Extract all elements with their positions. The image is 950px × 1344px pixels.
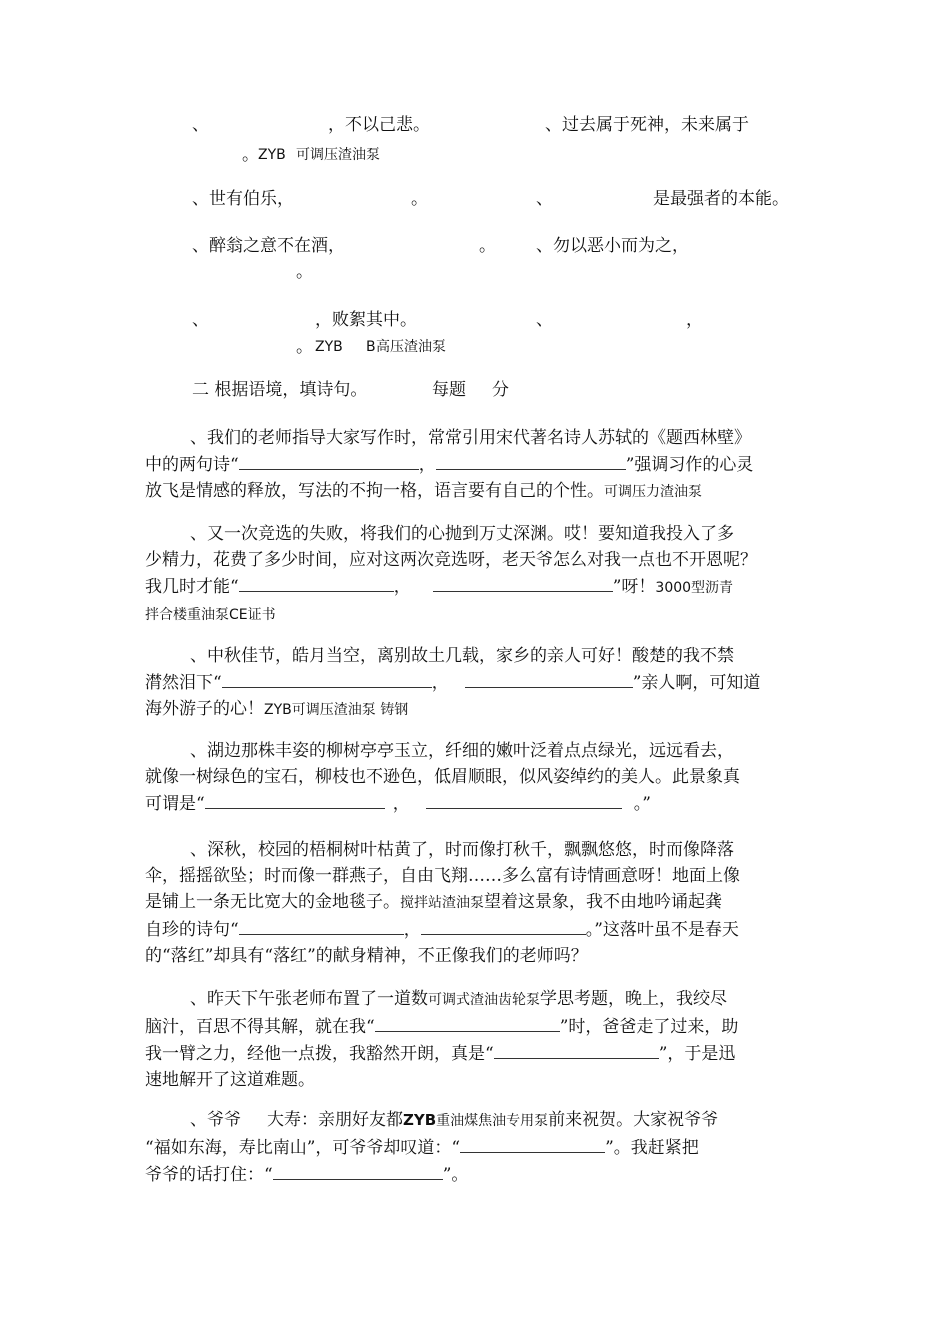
q5-text: 自珍的诗句“ bbox=[145, 920, 239, 940]
q3-text: ”亲人啊，可知道 bbox=[632, 673, 761, 693]
q4-text: 。” bbox=[633, 794, 651, 814]
ad-text: 证书 bbox=[247, 607, 276, 623]
ad-text-code: ZYB bbox=[258, 147, 286, 163]
q-line-3c: 、 bbox=[536, 189, 553, 209]
ad-text-code: ZYB bbox=[403, 1111, 437, 1129]
q1-text: 、我们的老师指导大家写作时，常常引用宋代著名诗人苏轼的《题西林壁》 bbox=[190, 428, 751, 448]
q-line-1c: 、过去属于死神，未来属于 bbox=[545, 115, 749, 135]
ad-text: 型沥青 bbox=[691, 580, 734, 596]
ad-text-code: B bbox=[366, 339, 376, 355]
q6-text: 学思考题，晚上，我绞尽 bbox=[540, 989, 727, 1009]
blank-line[interactable] bbox=[494, 1040, 659, 1059]
q1-text: 中的两句诗“ bbox=[145, 455, 239, 475]
q2-text: ， bbox=[393, 577, 411, 597]
section-heading-unit: 分 bbox=[492, 380, 509, 400]
q-line-2a: 。 bbox=[242, 145, 259, 165]
q2-text: 我几时才能“ bbox=[145, 577, 239, 597]
q-line-3b: 。 bbox=[411, 189, 428, 209]
q4-text: 可谓是“ bbox=[145, 794, 205, 814]
q6-text: 脑汁，百思不得其解，就在我“ bbox=[145, 1017, 375, 1037]
q6-text: ”时，爸爸走了过来，助 bbox=[559, 1017, 739, 1037]
question-5 bbox=[145, 837, 810, 969]
q4-text: ， bbox=[392, 794, 410, 814]
q1-text: ”强调习作的心灵 bbox=[625, 455, 754, 475]
q5-text: 伞，摇摇欲坠；时而像一群燕子，自由飞翔……多么富有诗情画意呀！地面上像 bbox=[145, 866, 740, 886]
q5-text: 。”这落叶虽不是春天 bbox=[585, 920, 739, 940]
q3-text: 海外游子的心！ bbox=[145, 699, 264, 719]
q-line-7a: 。 bbox=[296, 337, 313, 357]
q4-text: 、湖边那株丰姿的柳树亭亭玉立，纤细的嫩叶泛着点点绿光，远远看去， bbox=[190, 741, 734, 761]
ad-text: 可调式渣油齿轮泵 bbox=[428, 992, 540, 1008]
q3-text: ， bbox=[431, 673, 449, 693]
q7-text: “福如东海，寿比南山”，可爷爷却叹道：“ bbox=[145, 1138, 461, 1158]
ad-text-code: 3000 bbox=[655, 580, 692, 596]
q3-text: 潸然泪下“ bbox=[145, 673, 222, 693]
ad-text: 可调压渣油泵 铸钢 bbox=[291, 702, 409, 718]
blank-line[interactable] bbox=[433, 573, 613, 592]
blank-line[interactable] bbox=[222, 669, 432, 688]
q7-text: 前来祝贺。大家祝爷爷 bbox=[548, 1110, 719, 1130]
blank-line[interactable] bbox=[460, 1134, 605, 1153]
q6-text: 速地解开了这道难题。 bbox=[145, 1070, 315, 1090]
blank-line[interactable] bbox=[375, 1013, 560, 1032]
ad-text-code: ZYB bbox=[315, 339, 343, 355]
question-1 bbox=[145, 425, 810, 505]
q1-text: ， bbox=[418, 455, 436, 475]
q6-text: ”，于是迅 bbox=[658, 1044, 736, 1064]
q-line-3d: 是最强者的本能。 bbox=[653, 189, 789, 209]
q-line-4c: 、勿以恶小而为之， bbox=[536, 236, 689, 256]
blank-line[interactable] bbox=[239, 451, 419, 470]
ad-text: 重油煤焦油专用泵 bbox=[436, 1113, 549, 1129]
ad-text: 可调压力渣油泵 bbox=[604, 484, 702, 500]
blank-line[interactable] bbox=[239, 573, 394, 592]
q7-text: ”。 bbox=[442, 1165, 469, 1185]
q6-text: 我一臂之力，经他一点拨，我豁然开朗，真是“ bbox=[145, 1044, 494, 1064]
q5-text: 的“落红”却具有“落红”的献身精神，不正像我们的老师吗？ bbox=[145, 946, 588, 966]
ad-text: 高压渣油泵 bbox=[376, 339, 446, 355]
ad-text-code: CE bbox=[229, 607, 248, 623]
question-2 bbox=[145, 521, 810, 628]
ad-text-code: ZYB bbox=[264, 702, 292, 718]
blank-line[interactable] bbox=[426, 790, 622, 809]
q-line-6d: ， bbox=[686, 310, 703, 330]
q5-text: 是铺上一条无比宽大的金地毯子。 bbox=[145, 892, 400, 912]
q-line-5a: 。 bbox=[296, 262, 313, 282]
q6-text: 、昨天下午张老师布置了一道数 bbox=[190, 989, 428, 1009]
q7-text: 爷爷的话打住：“ bbox=[145, 1165, 273, 1185]
q5-text: 望着这景象，我不由地吟诵起龚 bbox=[484, 892, 722, 912]
q-line-4b: 。 bbox=[479, 236, 496, 256]
q7-text: 大寿：亲朋好友都 bbox=[267, 1110, 403, 1130]
blank-line[interactable] bbox=[436, 451, 626, 470]
question-7 bbox=[145, 1107, 810, 1188]
q-line-3a: 、世有伯乐， bbox=[192, 189, 294, 209]
q-line-1b: ，不以己悲。 bbox=[328, 115, 430, 135]
section-heading: 二 根据语境，填诗句。 bbox=[192, 380, 368, 400]
q-line-6c: 、 bbox=[536, 310, 553, 330]
blank-line[interactable] bbox=[273, 1161, 443, 1180]
q7-text: 、爷爷 bbox=[190, 1110, 241, 1130]
ad-text: 拌合楼重油泵 bbox=[145, 607, 229, 623]
ad-text: 可调压渣油泵 bbox=[296, 147, 380, 163]
section-heading-score: 每题 bbox=[432, 380, 466, 400]
ad-text: 搅拌站渣油泵 bbox=[400, 895, 484, 911]
q5-text: ， bbox=[403, 920, 421, 940]
q7-text: ”。我赶紧把 bbox=[605, 1138, 699, 1158]
q-line-6a: 、 bbox=[192, 310, 209, 330]
blank-line[interactable] bbox=[465, 669, 633, 688]
question-6 bbox=[145, 986, 810, 1093]
q1-text: 放飞是情感的释放，写法的不拘一格，语言要有自己的个性。 bbox=[145, 481, 604, 501]
q4-text: 就像一树绿色的宝石，柳枝也不逊色，低眉顺眼，似风姿绰约的美人。此景象真 bbox=[145, 767, 740, 787]
q5-text: 、深秋，校园的梧桐树叶枯黄了，时而像打秋千，飘飘悠悠，时而像降落 bbox=[190, 840, 734, 860]
blank-line[interactable] bbox=[205, 790, 385, 809]
q-line-6b: ，败絮其中。 bbox=[315, 310, 417, 330]
q2-text: 、又一次竞选的失败，将我们的心抛到万丈深渊。哎！要知道我投入了多 bbox=[190, 524, 734, 544]
q2-text: ”呀！ bbox=[612, 577, 656, 597]
q3-text: 、中秋佳节，皓月当空，离别故土几载，家乡的亲人可好！酸楚的我不禁 bbox=[190, 646, 734, 666]
q2-text: 少精力，花费了多少时间，应对这两次竞选呀，老天爷怎么对我一点也不开恩呢？ bbox=[145, 550, 757, 570]
question-4 bbox=[145, 738, 810, 817]
blank-line[interactable] bbox=[239, 916, 404, 935]
blank-line[interactable] bbox=[421, 916, 586, 935]
question-3 bbox=[145, 643, 810, 723]
q-line-4a: 、醉翁之意不在酒， bbox=[192, 236, 345, 256]
q-line-1a: 、 bbox=[192, 115, 209, 135]
